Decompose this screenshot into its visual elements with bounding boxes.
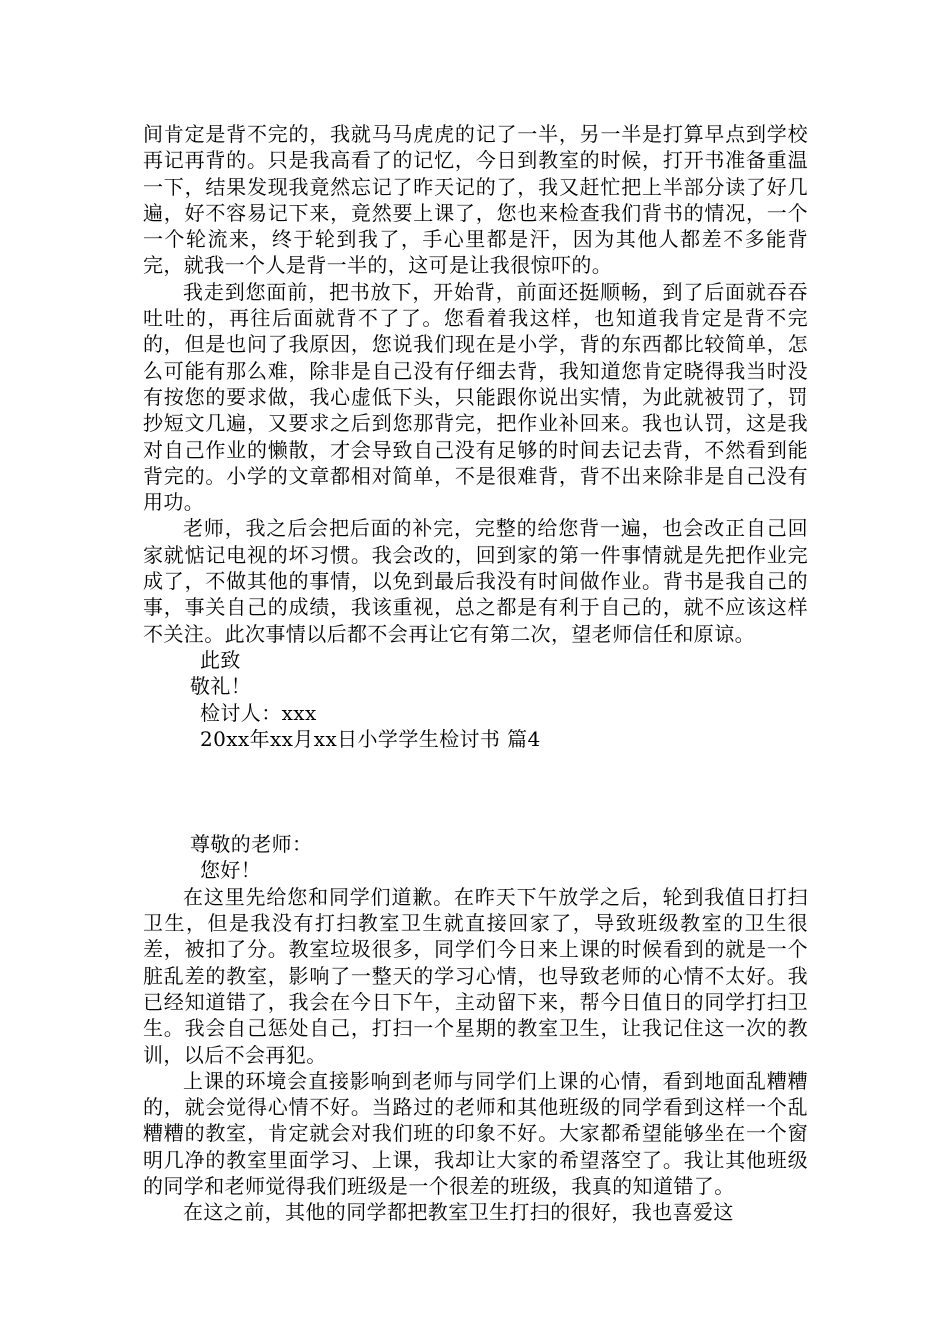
paragraph-1: 间肯定是背不完的，我就马马虎虎的记了一半，另一半是打算早点到学校再记再背的。只是我高看了的记忆，今日到教室的时候，打开书准备重温一下，结果发现我竟然忘记了昨天记的了，我又赶忙把上半部分读了好几遍，好不容易记下来，竟然要上课了，您也来检查我们背书的情况，一个一个轮流来，终于轮到我了，手心里都是汗，因为其他人都差不多能背完，就我一个人是背一半的，这可是让我很惊吓的。 — [143, 122, 808, 278]
greeting: 您好！ — [200, 858, 262, 883]
paragraph-3: 老师，我之后会把后面的补完，完整的给您背一遍，也会改正自己回家就惦记电视的坏习惯。我会改的，回到家的第一件事情就是先把作业完成了，不做其他的事情，以免到最后我没有时间做作业。背书是我自己的事，事关自己的成绩，我该重视，总之都是有利于自己的，就不应该这样不关注。此次事情以后都不会再让它有第二次，望老师信任和原谅。 — [143, 516, 808, 646]
closing-line-1: 此致 — [200, 647, 241, 672]
salutation: 尊敬的老师： — [190, 832, 313, 857]
section-gap — [143, 752, 808, 831]
paragraph-5: 上课的环境会直接影响到老师与同学们上课的心情，看到地面乱糟糟的，就会觉得心情不好。当路过的老师和其他班级的同学看到这样一个乱糟糟的教室，肯定就会对我们班的印象不好。大家都希望能够坐在一个窗明几净的教室里面学习、上课，我却让大家的希望落空了。我让其他班级的同学和老师觉得我们班级是一个很差的班级，我真的知道错了。 — [143, 1068, 808, 1198]
paragraph-2: 我走到您面前，把书放下，开始背，前面还挺顺畅，到了后面就吞吞吐吐的，再往后面就背不了了。您看着我这样，也知道我肯定是背不完的，但是也问了我原因，您说我们现在是小学，背的东西都比较简单，怎么可能有那么难，除非是自己没有仔细去背，我知道您肯定晓得我当时没有按您的要求做，我心虚低下头，只能跟你说出实情，为此就被罚了，罚抄短文几遍，又要求之后到您那背完，把作业补回来。我也认罚，这是我对自己作业的懒散，才会导致自己没有足够的时间去记去背，不然看到能背完的。小学的文章都相对简单，不是很难背，背不出来除非是自己没有用功。 — [143, 279, 808, 515]
document-page — [143, 121, 808, 1226]
paragraph-6: 在这之前，其他的同学都把教室卫生打扫的很好，我也喜爱这 — [183, 1200, 734, 1225]
date-title-line: 20xx年xx月xx日小学学生检讨书 篇4 — [200, 726, 541, 751]
closing-line-2: 敬礼！ — [190, 674, 252, 699]
paragraph-4: 在这里先给您和同学们道歉。在昨天下午放学之后，轮到我值日打扫卫生，但是我没有打扫教室卫生就直接回家了，导致班级教室的卫生很差，被扣了分。教室垃圾很多，同学们今日来上课的时候看到的就是一个脏乱差的教室，影响了一整天的学习心情，也导致老师的心情不太好。我已经知道错了，我会在今日下午，主动留下来，帮今日值日的同学打扫卫生。我会自己惩处自己，打扫一个星期的教室卫生，让我记住这一次的教训，以后不会再犯。 — [143, 884, 808, 1067]
signer-line: 检讨人：xxx — [200, 700, 317, 725]
